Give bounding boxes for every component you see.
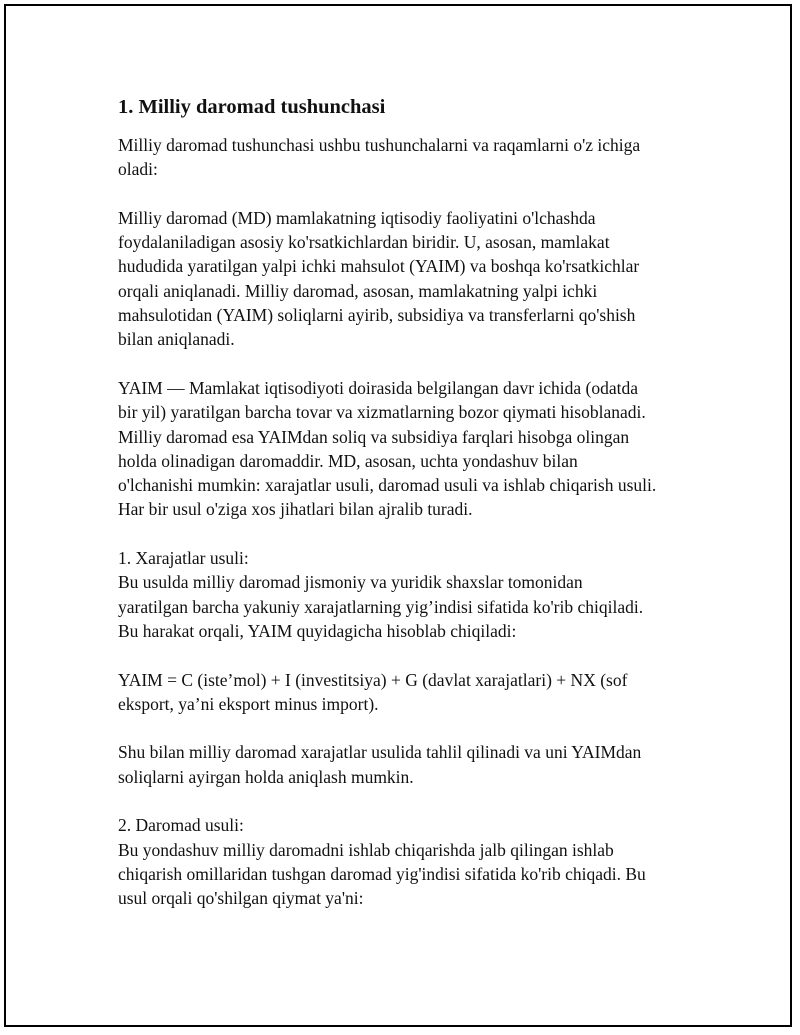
document-title: 1. Milliy daromad tushunchasi — [118, 96, 386, 118]
expenditure-summary-paragraph: Shu bilan milliy daromad xarajatlar usulida tahlil qilinadi va uni YAIMdan soliqlarni ayirgan holda aniqlash mumkin. — [118, 742, 642, 787]
paragraph-gap — [118, 182, 698, 206]
expenditure-method-paragraph: 1. Xarajatlar usuli: Bu usulda milliy daromad jismoniy va yuridik shaxslar tomonidan yaratilgan barcha yakuniy xarajatlarning yig’indisi sifatida ko'rib chiqiladi. Bu harakat orqali, YAIM quyidagicha hisoblab chiqiladi: — [118, 548, 644, 641]
yaim-paragraph: YAIM — Mamlakat iqtisodiyoti doirasida belgilangan davr ichida (odatda bir yil) yaratilgan barcha tovar va xizmatlarning bozor qiymati hisoblanadi. Milliy daromad esa YAIMdan soliq va subsidiya farqlari hisobga olingan holda olinadigan daromaddir. MD, asosan, uchta yondashuv bilan o'lchanishi mumkin: xarajatlar usuli, daromad usuli va ishlab chiqarish usuli. Har bir usul o'ziga xos jihatlari bilan ajralib turadi. — [118, 377, 657, 520]
yaim-formula-paragraph: YAIM = C (iste’mol) + I (investitsiya) + G (davlat xarajatlari) + NX (sof eksport, ya’ni eksport minus import). — [118, 669, 628, 714]
definition-paragraph: Milliy daromad (MD) mamlakatning iqtisodiy faoliyatini o'lchashda foydalaniladigan asosiy ko'rsatkichlardan biridir. U, asosan, mamlakat hududida yaratilgan yalpi ichki mahsulot (YAIM) va boshqa ko'rsatkichlar orqali aniqlanadi. Milliy daromad, asosan, mamlakatning yalpi ichki mahsulotidan (YAIM) soliqlarni ayirib, subsidiya va transferlarni qo'shish bilan aniqlanadi. — [118, 207, 640, 350]
document-body — [118, 95, 698, 911]
paragraph-gap — [118, 643, 698, 667]
paragraph-gap — [118, 522, 698, 546]
paragraph-gap — [118, 716, 698, 740]
paragraph-gap — [118, 352, 698, 376]
income-method-paragraph: 2. Daromad usuli: Bu yondashuv milliy daromadni ishlab chiqarishda jalb qilingan ishlab chiqarish omillaridan tushgan daromad yig'indisi sifatida ko'rib chiqadi. Bu usul orqali qo'shilgan qiymat ya'ni: — [118, 815, 646, 909]
paragraph-gap — [118, 789, 698, 813]
intro-paragraph: Milliy daromad tushunchasi ushbu tushunchalarni va raqamlarni o'z ichiga oladi: — [118, 135, 641, 180]
